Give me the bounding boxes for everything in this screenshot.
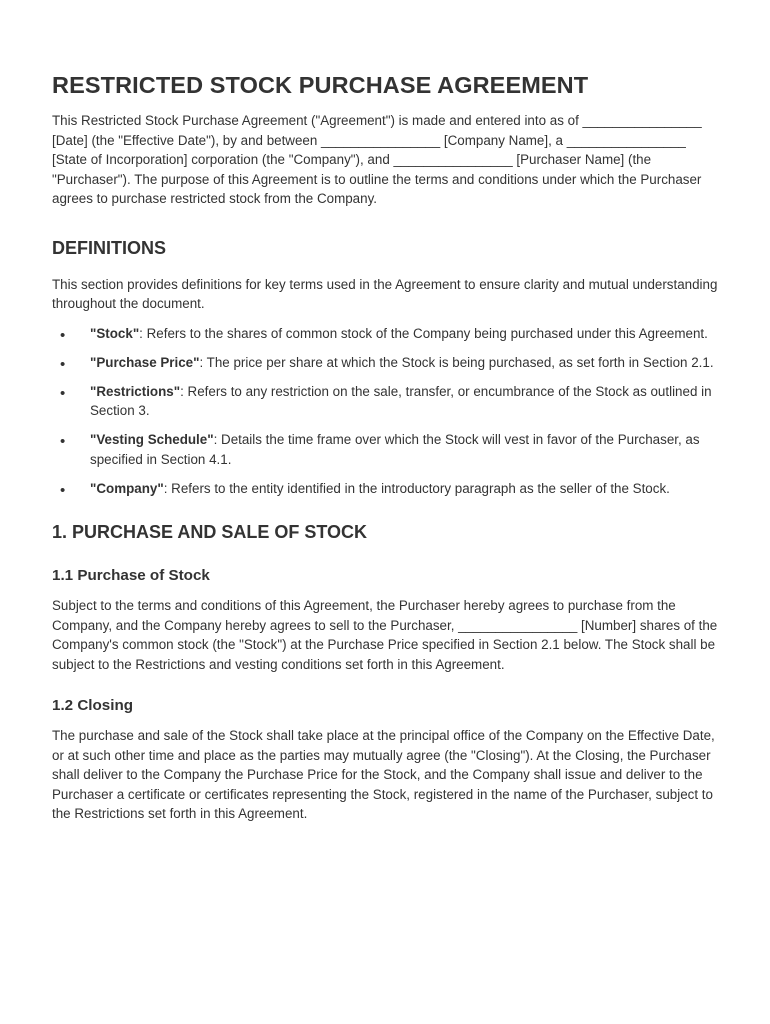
definition-item <box>52 353 718 373</box>
definition-text: : Refers to the entity identified in the introductory paragraph as the seller of the Stock. <box>163 480 670 496</box>
bullet-icon: • <box>60 481 66 499</box>
bullet-icon: • <box>60 433 66 450</box>
definition-term: "Company" <box>90 480 164 496</box>
definition-text: : Details the time frame over which the Stock will vest in favor of the Purchaser, as specified in Section 4.1. <box>90 432 700 467</box>
intro-paragraph: This Restricted Stock Purchase Agreement ("Agreement") is made and entered into as of ________________ [Date] (the "Effective Date"), by and between ________________ [Company Name], a ________________ [State of Incorporation] corporation (the "Company"), and ________________ [Purchaser Name] (the "Purchaser"). The purpose of this Agreement is to outline the terms and conditions under which the Purchaser agrees to purchase restricted stock from the Company. <box>52 113 702 206</box>
section-1-1-text: Subject to the terms and conditions of this Agreement, the Purchaser hereby agrees to purchase from the Company, and the Company hereby agrees to sell to the Purchaser, ________________ [Number] shares of the Company's common stock (the "Stock") at the Purchase Price specified in Section 2.1 below. The Stock shall be subject to the Restrictions and vesting conditions set forth in this Agreement. <box>52 598 718 672</box>
bullet-icon: • <box>60 326 66 344</box>
section-1-2-heading: 1.2 Closing <box>52 697 134 714</box>
definition-item <box>52 430 718 469</box>
definitions-intro: This section provides definitions for key terms used in the Agreement to ensure clarity and mutual understanding throughout the document. <box>52 276 718 311</box>
definition-item <box>52 382 718 421</box>
bullet-icon: • <box>60 384 66 402</box>
bullet-icon: • <box>60 355 66 373</box>
definition-item <box>52 479 718 499</box>
definitions-list <box>52 324 718 499</box>
document-title: RESTRICTED STOCK PURCHASE AGREEMENT <box>52 72 589 98</box>
section-1-heading: 1. PURCHASE AND SALE OF STOCK <box>52 522 368 542</box>
section-1-2-text: The purchase and sale of the Stock shall take place at the principal office of the Company on the Effective Date, or at such other time and place as the parties may mutually agree (the "Closing"). At the Closing, the Purchaser shall deliver to the Company the Purchase Price for the Stock, and the Company shall issue and deliver to the Purchaser a certificate or certificates representing the Stock, registered in the name of the Purchaser, subject to the Restrictions set forth in this Agreement. <box>52 728 715 821</box>
definition-item <box>52 324 718 344</box>
definition-term: "Vesting Schedule" <box>90 432 214 447</box>
definitions-heading: DEFINITIONS <box>52 237 167 258</box>
definition-term: "Restrictions" <box>90 383 181 399</box>
definition-term: "Purchase Price" <box>90 354 200 370</box>
definition-text: : Refers to any restriction on the sale, transfer, or encumbrance of the Stock as outlined in Section 3. <box>90 383 712 418</box>
section-1-1-heading: 1.1 Purchase of Stock <box>52 567 210 584</box>
definition-text: : Refers to the shares of common stock of the Company being purchased under this Agreement. <box>139 325 708 341</box>
definition-term: "Stock" <box>90 325 140 341</box>
definition-text: : The price per share at which the Stock is being purchased, as set forth in Section 2.1. <box>199 354 714 370</box>
